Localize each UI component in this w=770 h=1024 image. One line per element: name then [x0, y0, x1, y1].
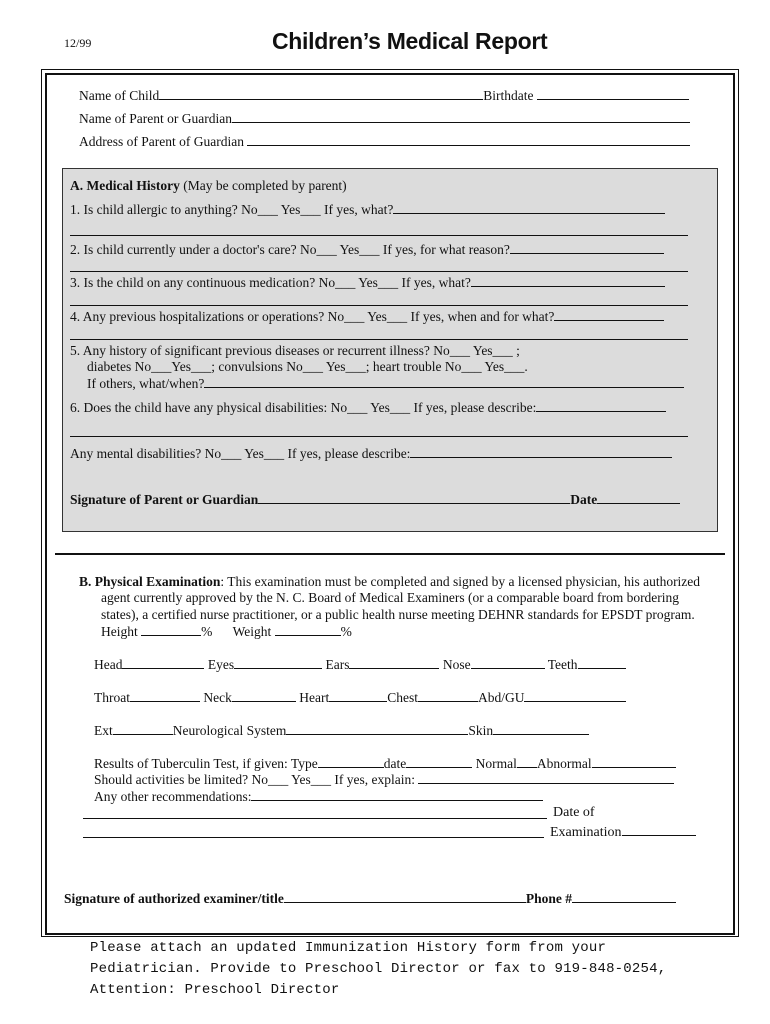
question-mental-disabilities [70, 446, 672, 462]
exam-date-label-1: Date of [553, 805, 595, 820]
recommendations-line-2[interactable] [83, 818, 547, 819]
neurological-label: Neurological System [172, 723, 287, 738]
recommendations-row [94, 789, 543, 805]
weight-percent: % [340, 624, 352, 639]
nose-field[interactable] [471, 657, 545, 669]
tuberculin-normal-field[interactable] [517, 756, 537, 768]
recommendations-line-3[interactable] [83, 837, 544, 838]
doctor-care-answer-line[interactable] [70, 271, 688, 272]
parent-signature-date-field[interactable] [597, 492, 680, 504]
section-b-intro-3: states), a certified nurse practitioner, or a public health nurse meeting DEHNR standards for EPSDT program. [101, 607, 695, 622]
exam-date-field[interactable] [622, 824, 696, 836]
head-field[interactable] [122, 657, 204, 669]
throat-field[interactable] [130, 690, 200, 702]
examiner-signature-field[interactable] [284, 891, 526, 903]
section-divider [55, 553, 725, 555]
phone-label: Phone # [525, 891, 572, 906]
physical-disabilities-question-text: 6. Does the child have any physical disabilities: No___ Yes___ If yes, please describe: [70, 400, 537, 415]
birthdate-field[interactable] [537, 88, 689, 100]
page-title: Children’s Medical Report [272, 28, 548, 54]
allergy-question-text: 1. Is child allergic to anything? No___ Yes___ If yes, what? [70, 202, 394, 217]
medication-question-text: 3. Is the child on any continuous medication? No___ Yes___ If yes, what? [70, 275, 471, 290]
recommendations-label: Any other recommendations: [94, 789, 252, 804]
child-name-label: Name of Child [79, 88, 160, 103]
nose-label: Nose [442, 657, 471, 672]
birthdate-label: Birthdate [483, 88, 534, 103]
question-doctor-care [70, 242, 664, 258]
activities-field[interactable] [418, 772, 674, 784]
parent-name-field[interactable] [232, 111, 690, 123]
chest-field[interactable] [418, 690, 478, 702]
question-medication [70, 275, 665, 291]
hospitalizations-question-text: 4. Any previous hospitalizations or operations? No___ Yes___ If yes, when and for what? [70, 309, 555, 324]
exam-row-3 [94, 723, 589, 739]
abd-gu-field[interactable] [524, 690, 626, 702]
tuberculin-row [94, 756, 676, 772]
parent-name-label: Name of Parent or Guardian [79, 111, 232, 126]
height-label: Height [101, 624, 138, 639]
recommendations-field[interactable] [251, 789, 543, 801]
footer-note-line-1: Please attach an updated Immunization History form from your [90, 940, 607, 956]
neurological-field[interactable] [286, 723, 468, 735]
neck-field[interactable] [232, 690, 296, 702]
weight-field[interactable] [275, 624, 341, 636]
section-b-title: B. Physical Examination [79, 574, 221, 589]
address-field[interactable] [247, 134, 690, 146]
tuberculin-abnormal-field[interactable] [592, 756, 676, 768]
tuberculin-normal-label: Normal [475, 756, 517, 771]
teeth-field[interactable] [578, 657, 626, 669]
neck-label: Neck [203, 690, 232, 705]
parent-signature-field[interactable] [258, 492, 570, 504]
parent-name-row [79, 111, 690, 127]
section-b-intro-1: : This examination must be completed and signed by a licensed physician, his authorized [220, 574, 701, 589]
ears-label: Ears [325, 657, 350, 672]
tuberculin-label: Results of Tuberculin Test, if given: Type [94, 756, 318, 771]
question-physical-disabilities [70, 400, 666, 416]
activities-row [94, 772, 674, 788]
parent-signature-date-label: Date [570, 492, 598, 507]
activities-label: Should activities be limited? No___ Yes___ If yes, explain: [94, 772, 415, 787]
allergy-answer-line[interactable] [70, 235, 688, 236]
physical-exam-intro [79, 574, 700, 590]
medication-answer-field[interactable] [471, 275, 665, 287]
address-row [79, 134, 690, 150]
exam-row-2 [94, 690, 626, 706]
mental-disabilities-answer-field[interactable] [410, 446, 672, 458]
tuberculin-type-field[interactable] [318, 756, 384, 768]
question-diseases: 5. Any history of significant previous diseases or recurrent illness? No___ Yes___ ; [70, 343, 520, 358]
section-a-note: (May be completed by parent) [179, 178, 347, 193]
heart-label: Heart [299, 690, 330, 705]
form-date-code: 12/99 [64, 36, 92, 50]
weight-label: Weight [232, 624, 272, 639]
parent-signature-row [70, 492, 680, 508]
allergy-answer-field[interactable] [393, 202, 665, 214]
tuberculin-date-field[interactable] [406, 756, 472, 768]
section-a-title: A. Medical History [70, 178, 180, 193]
medication-answer-line[interactable] [70, 305, 688, 306]
diseases-others-field[interactable] [204, 376, 684, 388]
physical-disabilities-answer-line[interactable] [70, 436, 688, 437]
skin-label: Skin [468, 723, 494, 738]
question-allergy [70, 202, 665, 218]
footer-note-line-2: Pediatrician. Provide to Preschool Director or fax to 919-848-0254, [90, 961, 667, 977]
height-percent: % [201, 624, 213, 639]
hospitalizations-answer-line[interactable] [70, 339, 688, 340]
hospitalizations-answer-field[interactable] [554, 309, 664, 321]
ears-field[interactable] [349, 657, 439, 669]
medical-history-heading [70, 178, 347, 194]
phone-field[interactable] [572, 891, 676, 903]
mental-disabilities-question-text: Any mental disabilities? No___ Yes___ If yes, please describe: [70, 446, 411, 461]
abd-gu-label: Abd/GU [477, 690, 525, 705]
examiner-signature-row [64, 891, 676, 907]
height-weight-row [101, 624, 352, 640]
eyes-field[interactable] [234, 657, 322, 669]
exam-date-label-2: Examination [550, 825, 622, 840]
question-diseases-conditions: diabetes No___Yes___; convulsions No___ Yes___; heart trouble No___ Yes___. [87, 359, 528, 374]
physical-disabilities-answer-field[interactable] [536, 400, 666, 412]
question-hospitalizations [70, 309, 664, 325]
exam-date-row [550, 824, 696, 841]
diseases-others-label: If others, what/when? [87, 376, 205, 391]
doctor-care-answer-field[interactable] [510, 242, 664, 254]
doctor-care-question-text: 2. Is child currently under a doctor's care? No___ Yes___ If yes, for what reason? [70, 242, 510, 257]
section-b-intro-2: agent currently approved by the N. C. Board of Medical Examiners (or a comparable board from bordering [101, 590, 680, 605]
child-name-row [79, 88, 689, 104]
exam-row-1 [94, 657, 626, 673]
chest-label: Chest [387, 690, 418, 705]
footer-note-line-3: Attention: Preschool Director [90, 982, 340, 998]
heart-field[interactable] [329, 690, 387, 702]
child-name-field[interactable] [159, 88, 483, 100]
examiner-signature-label: Signature of authorized examiner/title [64, 891, 284, 906]
teeth-label: Teeth [547, 657, 578, 672]
parent-signature-label: Signature of Parent or Guardian [70, 492, 259, 507]
tuberculin-abnormal-label: Abnormal [536, 756, 592, 771]
skin-field[interactable] [493, 723, 589, 735]
tuberculin-date-label: date [383, 756, 407, 771]
ext-field[interactable] [113, 723, 173, 735]
height-field[interactable] [141, 624, 201, 636]
eyes-label: Eyes [207, 657, 235, 672]
ext-label: Ext [94, 723, 113, 738]
question-diseases-others [87, 376, 684, 392]
address-label: Address of Parent of Guardian [79, 134, 244, 149]
head-label: Head [94, 657, 123, 672]
throat-label: Throat [94, 690, 130, 705]
